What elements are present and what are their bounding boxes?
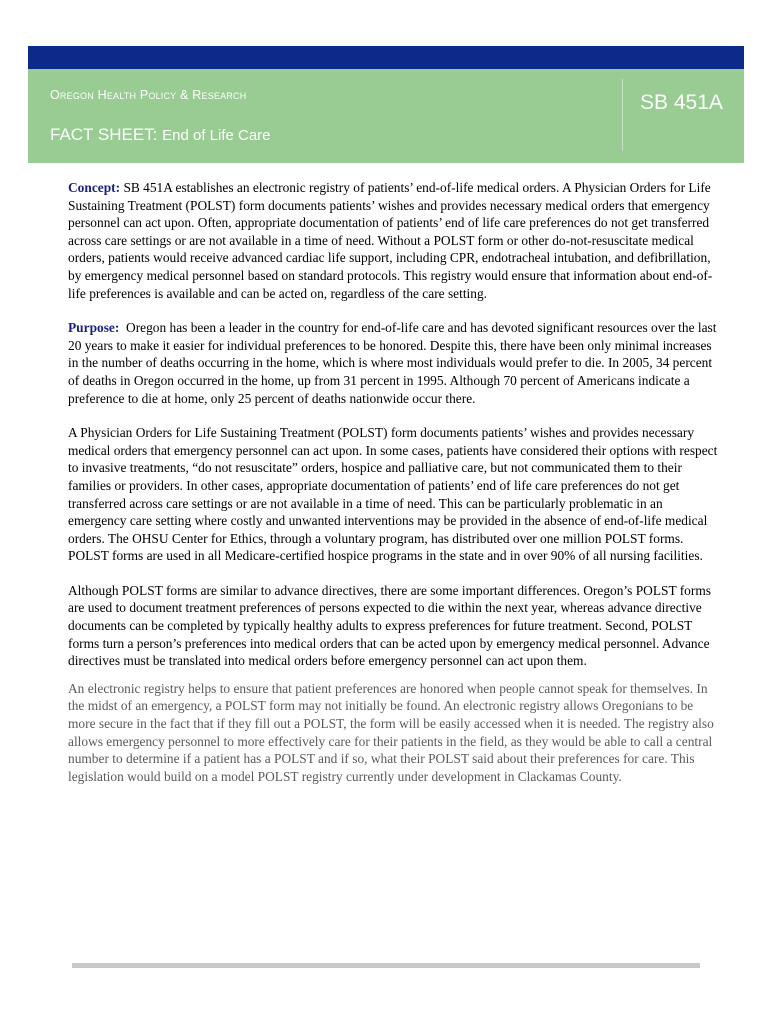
registry-paragraph: An electronic registry helps to ensure that patient preferences are honored when people cannot speak for themselves. In the midst of an emergency, a POLST form may not initially be found. An electronic registry allows Oregonians to be more secure in the fact that if they fill out a POLST, the form will be easily accessed when it is needed. The registry also allows emergency personnel to more effectively care for their patients in the field, as they would be able to call a central number to determine if a patient has a POLST and if so, what their POLST said about their preferences for care. This legislation would build on a model POLST registry currently under development in Clackamas County.: [68, 680, 714, 784]
purpose-paragraph: [68, 319, 718, 407]
organization-name: Oregon Health Policy & Research: [50, 88, 247, 102]
document-body: [68, 179, 718, 802]
bill-number: SB 451A: [640, 91, 723, 114]
concept-text: SB 451A establishes an electronic registry of patients’ end-of-life medical orders. A Physician Orders for Life Sustaining Treatment (POLST) form documents patients’ wishes and provides necessary medical orders that emergency personnel can act upon. Often, appropriate documentation of patients’ end of life care preferences do not get transferred across care settings or are not available in a time of need. Without a POLST form or other do-not-resuscitate medical orders, patients would receive advanced cardiac life support, including CPR, endotracheal intubation, and defibrillation, by emergency medical personnel based on standard protocols. This registry would ensure that information about end-of-life preferences is available and can be acted on, regardless of the care setting.: [68, 180, 713, 301]
fact-sheet-topic: End of Life Care: [162, 127, 271, 144]
polst-paragraph: A Physician Orders for Life Sustaining Treatment (POLST) form documents patients’ wishes and provides necessary medical orders that emergency personnel can act upon. In some cases, patients have considered their options with respect to invasive treatments, “do not resuscitate” orders, hospice and palliative care, but not communicated them to their families or providers. In other cases, appropriate documentation of patients’ end of life care preferences do not get transferred across care settings or are not available in a time of need. This can be particularly problematic in an emergency care setting where costly and unwanted interventions may be provided in the absence of end-of-life medical orders. The OHSU Center for Ethics, through a voluntary program, has distributed over one million POLST forms. POLST forms are used in all Medicare-certified hospice programs in the state and in over 90% of all nursing facilities.: [68, 425, 718, 564]
fact-sheet-title: [50, 125, 271, 145]
fact-sheet-label: FACT SHEET:: [50, 125, 158, 144]
header-divider: [622, 79, 623, 151]
advance-directives-paragraph: Although POLST forms are similar to advance directives, there are some important differences. Oregon’s POLST forms are used to document treatment preferences of persons expected to die within the next year, whereas advance directive documents can be completed by typically healthy adults to express preferences for future treatment. Second, POLST forms turn a person’s preferences into medical orders that can be acted upon by emergency medical personnel. Advance directives must be translated into medical orders before emergency personnel can act upon them.: [68, 582, 711, 669]
purpose-label: Purpose:: [68, 320, 120, 336]
concept-label: Concept:: [68, 180, 121, 195]
concept-paragraph: [68, 179, 718, 302]
header-top-bar: [28, 46, 744, 69]
header-banner: [28, 69, 744, 163]
purpose-text: Oregon has been a leader in the country for end-of-life care and has devoted significant resources over the last 20 years to make it easier for individual preferences to be honored. Despite this, there have been only minimal increases in the number of deaths occurring in the home, which is where most individuals would prefer to die. In 2005, 34 percent of deaths in Oregon occurred in the home, up from 31 percent in 1995. Although 70 percent of Americans indicate a preference to die at home, only 25 percent of deaths nationwide occur there.: [68, 320, 717, 406]
footer-rule: [72, 963, 700, 968]
